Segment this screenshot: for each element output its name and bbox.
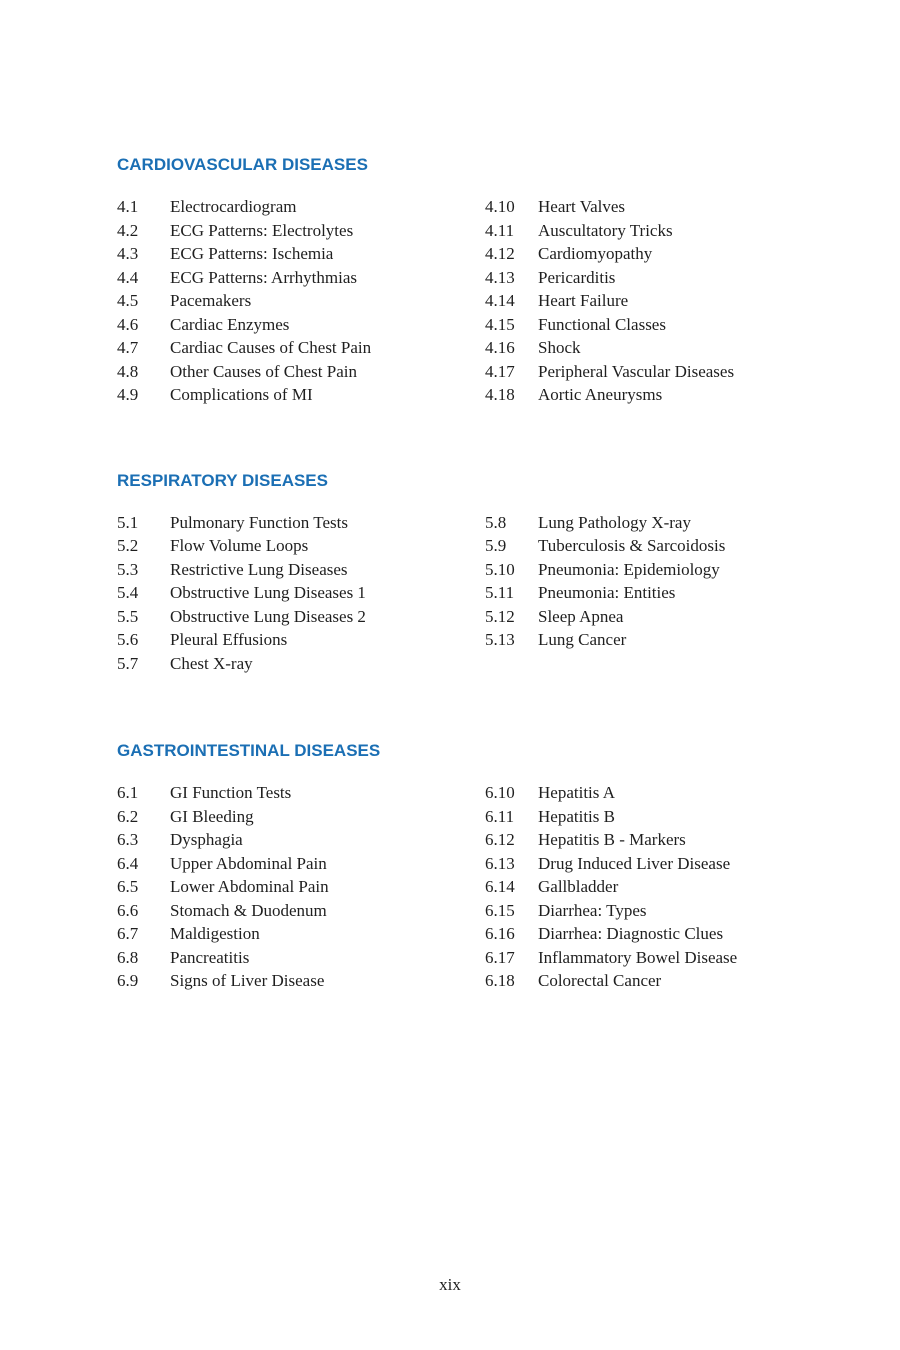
toc-entry xyxy=(485,266,787,290)
toc-column-right xyxy=(485,511,787,652)
toc-entry-title: Inflammatory Bowel Disease xyxy=(538,947,738,967)
toc-entry-number: 5.7 xyxy=(117,653,139,673)
toc-entry xyxy=(485,534,787,558)
toc-entry-title: Dysphagia xyxy=(170,830,243,849)
toc-entry-number: 4.13 xyxy=(485,267,515,287)
toc-entry-title: Hepatitis A xyxy=(538,783,615,802)
toc-entry-title: Auscultatory Tricks xyxy=(538,220,673,240)
toc-entry xyxy=(117,511,485,535)
toc-entry-number: 5.8 xyxy=(485,512,507,532)
toc-entry-title: Lung Pathology X-ray xyxy=(538,512,691,532)
toc-entry-number: 5.3 xyxy=(117,559,139,579)
toc-entry-number: 4.14 xyxy=(485,291,515,310)
toc-entry xyxy=(117,605,485,629)
toc-entry-title: Cardiac Enzymes xyxy=(170,314,290,334)
toc-entry-title: Cardiomyopathy xyxy=(538,244,653,263)
toc-entry-number: 4.16 xyxy=(485,338,515,357)
section-heading: GASTROINTESTINAL DISEASES xyxy=(117,741,381,760)
toc-entry-title: Cardiac Causes of Chest Pain xyxy=(170,338,372,357)
toc-entry xyxy=(117,969,485,993)
toc-entry-title: Obstructive Lung Diseases 1 xyxy=(170,583,366,602)
toc-columns xyxy=(117,195,787,407)
toc-entry xyxy=(117,195,485,219)
toc-section xyxy=(117,741,787,993)
toc-entry-title: Peripheral Vascular Diseases xyxy=(538,361,735,381)
toc-entry-number: 6.18 xyxy=(485,971,515,990)
toc-entry-number: 6.7 xyxy=(117,924,139,943)
toc-entry-title: Pericarditis xyxy=(538,267,616,287)
toc-entry-number: 5.4 xyxy=(117,583,139,602)
toc-entry-title: Chest X-ray xyxy=(170,653,253,673)
toc-entry-title: Pacemakers xyxy=(170,291,252,310)
toc-entry-number: 6.13 xyxy=(485,853,515,873)
toc-entry-number: 5.10 xyxy=(485,559,515,579)
toc-entry-title: Pancreatitis xyxy=(170,947,250,967)
toc-entry-title: Gallbladder xyxy=(538,877,619,896)
toc-entry xyxy=(117,899,485,923)
toc-entry xyxy=(485,628,787,652)
toc-column-left xyxy=(117,511,485,676)
toc-column-right xyxy=(485,195,787,407)
toc-entry-title: Upper Abdominal Pain xyxy=(170,853,327,873)
toc-entry xyxy=(117,289,485,313)
toc-entry-number: 5.5 xyxy=(117,606,139,626)
toc-entry xyxy=(117,581,485,605)
toc-entry xyxy=(485,946,787,970)
toc-entry-title: Shock xyxy=(538,338,581,357)
toc-entry xyxy=(485,852,787,876)
toc-entry xyxy=(485,828,787,852)
toc-entry xyxy=(485,195,787,219)
toc-entry-number: 5.1 xyxy=(117,512,139,532)
toc-entry xyxy=(117,219,485,243)
toc-entry xyxy=(485,581,787,605)
toc-entry xyxy=(485,922,787,946)
toc-entry xyxy=(485,219,787,243)
toc-entry-title: Colorectal Cancer xyxy=(538,971,662,990)
toc-column-left xyxy=(117,195,485,407)
toc-entry-title: Pleural Effusions xyxy=(170,630,288,649)
toc-entry xyxy=(117,313,485,337)
toc-entry-number: 4.5 xyxy=(117,291,139,310)
toc-entry-title: Sleep Apnea xyxy=(538,606,624,626)
toc-entry xyxy=(485,969,787,993)
toc-entry xyxy=(117,875,485,899)
toc-entry-title: Flow Volume Loops xyxy=(170,536,309,555)
toc-entry-number: 4.6 xyxy=(117,314,139,334)
toc-entry-title: Heart Failure xyxy=(538,291,629,310)
toc-entry-number: 6.6 xyxy=(117,900,139,920)
toc-entry-title: Stomach & Duodenum xyxy=(170,900,327,920)
toc-entry xyxy=(485,289,787,313)
toc-entry-title: Maldigestion xyxy=(170,924,260,943)
toc-column-right xyxy=(485,781,787,993)
toc-entry xyxy=(485,899,787,923)
toc-entry-number: 5.11 xyxy=(485,583,515,602)
toc-entry-number: 4.8 xyxy=(117,361,139,381)
toc-entry-number: 4.4 xyxy=(117,267,139,287)
toc-entry-title: Hepatitis B xyxy=(538,806,615,826)
toc-entry-title: Signs of Liver Disease xyxy=(170,971,325,990)
toc-entry-title: Diarrhea: Types xyxy=(538,900,647,920)
toc-entry-number: 6.2 xyxy=(117,806,139,826)
toc-entry-number: 6.17 xyxy=(485,947,515,967)
toc-entry-number: 4.11 xyxy=(485,220,515,240)
toc-entry-number: 4.3 xyxy=(117,244,139,263)
section-heading: CARDIOVASCULAR DISEASES xyxy=(117,155,368,174)
toc-entry xyxy=(485,383,787,407)
toc-entry-number: 5.12 xyxy=(485,606,515,626)
toc-entry xyxy=(117,852,485,876)
toc-entry-title: Aortic Aneurysms xyxy=(538,385,663,404)
toc-entry xyxy=(485,605,787,629)
toc-column-left xyxy=(117,781,485,993)
toc-entry-title: Pulmonary Function Tests xyxy=(170,512,348,532)
toc-entry-number: 4.10 xyxy=(485,197,515,216)
toc-entry xyxy=(485,875,787,899)
toc-entry-number: 4.7 xyxy=(117,338,139,357)
toc-entry xyxy=(485,805,787,829)
toc-entry xyxy=(117,805,485,829)
toc-entry-number: 6.12 xyxy=(485,830,515,849)
toc-entry-number: 4.12 xyxy=(485,244,515,263)
toc-entry-number: 4.9 xyxy=(117,385,139,404)
toc-entry xyxy=(485,511,787,535)
toc-section xyxy=(117,155,787,407)
toc-entry xyxy=(117,558,485,582)
toc-entry xyxy=(117,534,485,558)
toc-entry-title: Restrictive Lung Diseases xyxy=(170,559,348,579)
toc-entry xyxy=(485,313,787,337)
toc-entry xyxy=(117,828,485,852)
toc-entry-number: 5.9 xyxy=(485,536,507,555)
toc-entry-title: Drug Induced Liver Disease xyxy=(538,853,731,873)
toc-entry-number: 6.9 xyxy=(117,971,139,990)
toc-entry xyxy=(117,266,485,290)
toc-entry-number: 4.1 xyxy=(117,197,139,216)
toc-entry-title: Electrocardiogram xyxy=(170,197,297,216)
toc-entry-number: 6.1 xyxy=(117,783,139,802)
toc-entry-title: ECG Patterns: Arrhythmias xyxy=(170,267,357,287)
toc-entry-number: 6.10 xyxy=(485,783,515,802)
toc-entry xyxy=(485,336,787,360)
toc-entry xyxy=(485,242,787,266)
toc-entry-title: ECG Patterns: Electrolytes xyxy=(170,220,354,240)
toc-entry xyxy=(117,946,485,970)
toc-entry-title: ECG Patterns: Ischemia xyxy=(170,244,334,263)
toc-entry-title: Obstructive Lung Diseases 2 xyxy=(170,606,366,626)
toc-entry-number: 4.15 xyxy=(485,314,515,334)
toc-entry-number: 4.2 xyxy=(117,220,139,240)
toc-entry xyxy=(117,336,485,360)
toc-entry-title: Lung Cancer xyxy=(538,630,627,649)
toc-entry-number: 5.6 xyxy=(117,630,139,649)
toc-entry-number: 5.13 xyxy=(485,630,515,649)
toc-entry-title: Heart Valves xyxy=(538,197,626,216)
toc-entry xyxy=(117,360,485,384)
toc-entry-title: GI Bleeding xyxy=(170,806,254,826)
toc-entry-title: Other Causes of Chest Pain xyxy=(170,361,357,381)
toc-entry xyxy=(117,652,485,676)
toc-entry xyxy=(117,383,485,407)
toc-entry-number: 6.15 xyxy=(485,900,515,920)
toc-entry-number: 6.11 xyxy=(485,806,515,826)
toc-entry-number: 6.5 xyxy=(117,877,139,896)
toc-entry xyxy=(485,360,787,384)
toc-entry xyxy=(117,922,485,946)
toc-entry-number: 6.4 xyxy=(117,853,139,873)
toc-entry-title: Hepatitis B - Markers xyxy=(538,830,686,849)
toc-entry-number: 6.3 xyxy=(117,830,139,849)
toc-section xyxy=(117,471,787,676)
toc-entry xyxy=(485,781,787,805)
toc-entry xyxy=(117,628,485,652)
toc-entry-title: Diarrhea: Diagnostic Clues xyxy=(538,924,724,943)
toc-entry xyxy=(485,558,787,582)
toc-entry-number: 6.16 xyxy=(485,924,515,943)
toc-entry xyxy=(117,242,485,266)
toc-entry-title: Lower Abdominal Pain xyxy=(170,877,329,896)
toc-entry-title: Tuberculosis & Sarcoidosis xyxy=(538,536,726,555)
toc-columns xyxy=(117,781,787,993)
toc-entry-title: Pneumonia: Entities xyxy=(538,583,676,602)
toc-entry-title: Complications of MI xyxy=(170,385,313,404)
toc-entry-title: GI Function Tests xyxy=(170,783,292,802)
toc-entry-number: 5.2 xyxy=(117,536,139,555)
page-number: xix xyxy=(439,1275,461,1294)
toc-entry-number: 4.17 xyxy=(485,361,515,381)
toc-entry-title: Pneumonia: Epidemiology xyxy=(538,559,720,579)
toc-entry-number: 6.14 xyxy=(485,877,515,896)
toc-entry-number: 6.8 xyxy=(117,947,139,967)
toc-entry-number: 4.18 xyxy=(485,385,515,404)
table-of-contents xyxy=(117,155,787,993)
toc-entry xyxy=(117,781,485,805)
toc-columns xyxy=(117,511,787,676)
toc-entry-title: Functional Classes xyxy=(538,314,666,334)
section-heading: RESPIRATORY DISEASES xyxy=(117,470,328,490)
